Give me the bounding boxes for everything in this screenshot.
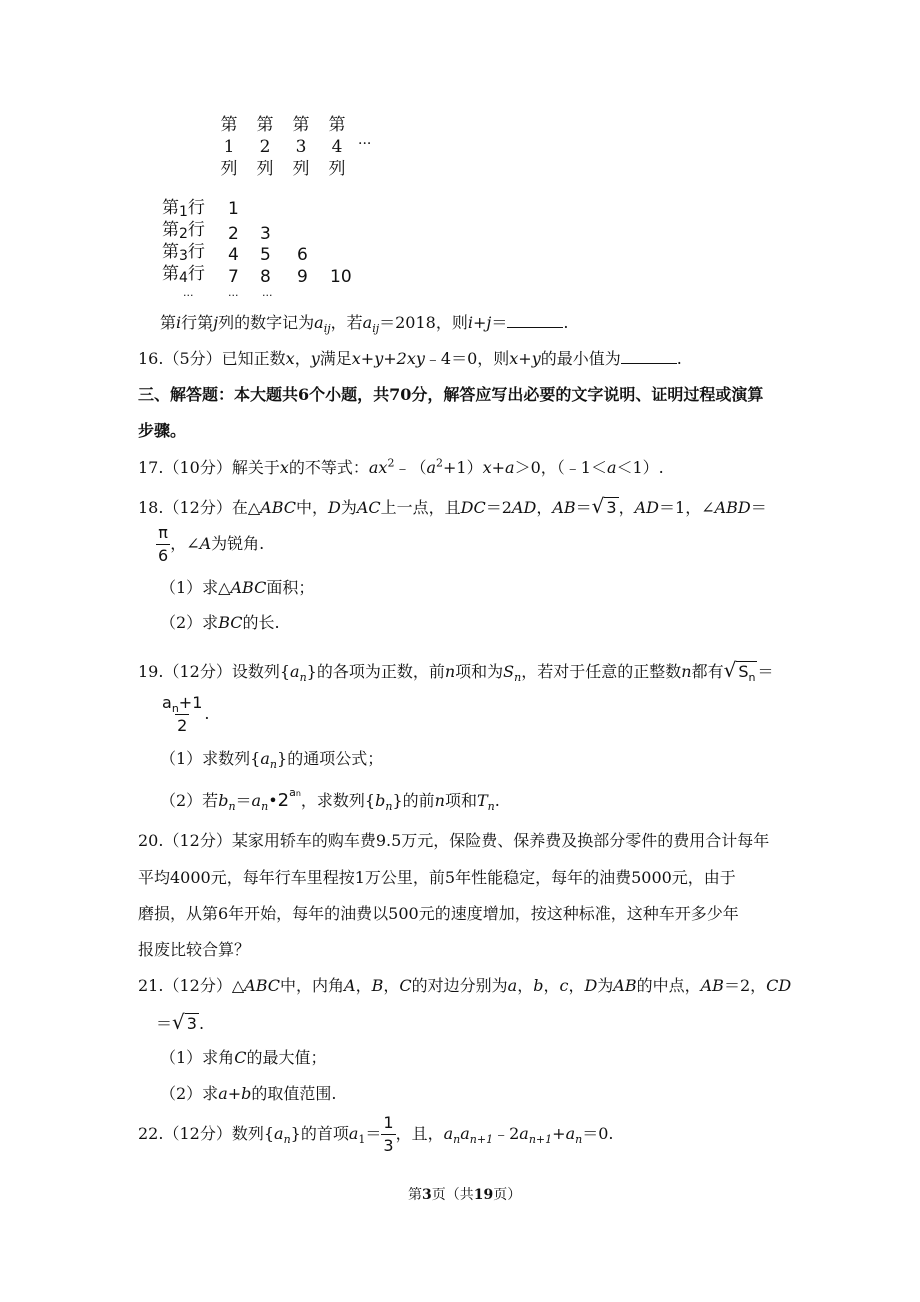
q18-line2 bbox=[156, 525, 264, 564]
fraction-pi-over-6 bbox=[156, 525, 170, 564]
table-cell: 3 bbox=[260, 224, 271, 244]
text: 已知正数 bbox=[221, 349, 286, 368]
table-cell: 5 bbox=[260, 245, 271, 265]
q19-part1 bbox=[160, 749, 384, 772]
row-label-num: 1 bbox=[179, 204, 188, 220]
var-y: y bbox=[310, 349, 320, 368]
text: ﹣2 bbox=[493, 1124, 520, 1143]
question-score: （12分） bbox=[163, 976, 232, 995]
text: 上一点，且 bbox=[380, 498, 461, 517]
expr: AB bbox=[613, 976, 637, 995]
subscript: n bbox=[269, 758, 278, 772]
question-number: 19. bbox=[138, 662, 164, 681]
expr: a+b bbox=[218, 1084, 252, 1103]
expr: AD bbox=[634, 498, 660, 517]
subscript: n bbox=[514, 671, 522, 685]
question-number: 20. bbox=[138, 831, 164, 850]
section-heading-cont: 步骤。 bbox=[138, 421, 187, 440]
table-row bbox=[162, 220, 205, 242]
sqrt-sn bbox=[723, 658, 758, 685]
var-a: a bbox=[460, 1124, 470, 1143]
q18-part2 bbox=[160, 615, 280, 631]
text: （2）求 bbox=[160, 613, 219, 632]
subscript: n bbox=[575, 1133, 583, 1147]
text: ﹣（ bbox=[394, 458, 427, 477]
text: }的前 bbox=[392, 791, 435, 810]
col-label-bottom: 列 bbox=[328, 159, 346, 179]
expr: AD bbox=[511, 498, 537, 517]
subscript: n+1 bbox=[469, 1133, 494, 1147]
var-x: x bbox=[285, 349, 295, 368]
denominator: 2 bbox=[177, 716, 188, 735]
question-score: （12分） bbox=[163, 662, 232, 681]
subscript: n bbox=[487, 800, 495, 814]
subscript: ij bbox=[372, 322, 380, 336]
col-label-top: 第 bbox=[292, 115, 310, 135]
table-cell: 10 bbox=[330, 267, 352, 287]
col-header-2 bbox=[253, 117, 277, 178]
row-label-num: 4 bbox=[179, 270, 188, 286]
text: }的各项为正数，前 bbox=[306, 662, 445, 681]
answer-blank bbox=[507, 326, 563, 328]
text: ， bbox=[294, 349, 311, 368]
col-label-bottom: 列 bbox=[256, 159, 274, 179]
text: . bbox=[204, 704, 210, 723]
table-cell: 7 bbox=[228, 267, 239, 287]
var-a: a bbox=[348, 1124, 359, 1143]
text: 第 bbox=[160, 313, 177, 332]
text: ， bbox=[618, 498, 635, 517]
text: （1）求数列{ bbox=[160, 749, 261, 768]
table-cell: 4 bbox=[228, 245, 239, 265]
text: 在△ bbox=[231, 498, 261, 517]
col-header-3 bbox=[289, 117, 313, 178]
var-a: a bbox=[443, 1124, 454, 1143]
text: 行第 bbox=[181, 313, 214, 332]
section-heading: 三、解答题：本大题共6个小题，共70分，解答应写出必要的文字说明、证明过程或演算 bbox=[138, 385, 764, 404]
text: ＝2018，则 bbox=[379, 313, 468, 332]
text: 为 bbox=[597, 976, 614, 995]
text: 第 bbox=[408, 1187, 422, 1203]
var-a: a bbox=[289, 785, 296, 799]
text: 解关于 bbox=[231, 458, 280, 477]
text: 的长. bbox=[242, 613, 280, 632]
fraction-an-plus-1-over-2 bbox=[160, 695, 204, 734]
text: 某家用轿车的购车费9.5万元，保险费、保养费及换部分零件的费用合计每年 bbox=[231, 831, 770, 850]
question-number: 17. bbox=[138, 458, 164, 477]
text: ＝ bbox=[491, 313, 508, 332]
q18-part1 bbox=[160, 580, 314, 596]
var-t: T bbox=[476, 791, 488, 810]
text: . bbox=[563, 313, 569, 332]
text: 设数列{ bbox=[231, 662, 291, 681]
table-cell: 2 bbox=[228, 224, 239, 244]
col-header-4 bbox=[325, 117, 349, 178]
var-b: b bbox=[218, 791, 229, 810]
text: ， bbox=[536, 498, 553, 517]
q21-line2 bbox=[156, 1012, 204, 1032]
expr: x+y bbox=[509, 349, 541, 368]
text: +1 bbox=[178, 693, 203, 712]
var-a: a bbox=[565, 1124, 576, 1143]
text: . bbox=[676, 349, 682, 368]
subscript: n bbox=[453, 1133, 461, 1147]
text: （2）求 bbox=[160, 1084, 219, 1103]
row-label-suf: 行 bbox=[187, 220, 205, 240]
var-x: x bbox=[279, 458, 289, 477]
expr: ABC bbox=[244, 976, 280, 995]
expr: AB bbox=[700, 976, 724, 995]
text: . bbox=[198, 1014, 205, 1033]
var-a: a bbox=[314, 313, 324, 332]
q19 bbox=[138, 658, 774, 685]
table-row bbox=[162, 242, 205, 264]
table-cell: 6 bbox=[297, 245, 308, 265]
text: 的最大值； bbox=[246, 1048, 327, 1067]
expr: BC bbox=[218, 613, 243, 632]
text: . bbox=[494, 791, 500, 810]
var-b: B bbox=[371, 976, 384, 995]
table-cell: 9 bbox=[297, 267, 308, 287]
col-label-num: 2 bbox=[259, 137, 271, 157]
var-c: C bbox=[399, 976, 412, 995]
text: 为锐角. bbox=[211, 534, 265, 553]
row-label-pre: 第 bbox=[162, 220, 179, 240]
text: 页（共 bbox=[431, 1187, 474, 1203]
text: 列的数字记为 bbox=[218, 313, 315, 332]
var-a: a bbox=[426, 458, 437, 477]
expr: DC bbox=[460, 498, 486, 517]
subscript: n bbox=[385, 800, 393, 814]
col-label-bottom: 列 bbox=[220, 159, 238, 179]
col-label-num: 4 bbox=[331, 137, 343, 157]
text: ，∠ bbox=[170, 534, 200, 553]
question-number: 16. bbox=[138, 349, 164, 368]
var-a: A bbox=[344, 976, 356, 995]
text: + bbox=[552, 1124, 566, 1143]
text: ＝1，∠ bbox=[659, 498, 715, 517]
subscript: ij bbox=[323, 322, 331, 336]
text: ， bbox=[517, 976, 534, 995]
text: 的对边分别为 bbox=[411, 976, 508, 995]
expr: ABC bbox=[260, 498, 296, 517]
radicand: 3 bbox=[186, 1014, 197, 1033]
text: 面积； bbox=[266, 578, 315, 597]
subscript: n bbox=[748, 671, 756, 685]
page-number: 3 bbox=[422, 1187, 432, 1203]
var-j: j bbox=[213, 313, 219, 332]
q19-part2 bbox=[160, 785, 500, 814]
q20-line3: 磨损，从第6年开始，每年的油费以500元的速度增加，按这种标准，这种车开多少年 bbox=[138, 904, 739, 923]
text: ＝ bbox=[757, 662, 774, 681]
radicand: 3 bbox=[606, 498, 617, 517]
text: ， bbox=[355, 976, 372, 995]
numerator: π bbox=[158, 523, 168, 542]
var-a: a bbox=[606, 458, 617, 477]
row-more-ellipsis: ··· bbox=[183, 289, 194, 302]
row-label-suf: 行 bbox=[187, 198, 205, 218]
text: 项和 bbox=[444, 791, 477, 810]
text: 中， bbox=[296, 498, 329, 517]
question-score: （10分） bbox=[163, 458, 232, 477]
page-total: 19 bbox=[473, 1187, 494, 1203]
text: ＝ bbox=[235, 791, 252, 810]
text: 中，内角 bbox=[280, 976, 345, 995]
row-label-num: 2 bbox=[179, 226, 188, 242]
radical-sign: √ bbox=[723, 658, 737, 682]
var-c: C bbox=[234, 1048, 247, 1067]
var-b: b bbox=[375, 791, 386, 810]
expr: i+j bbox=[467, 313, 492, 332]
superscript: 2 bbox=[436, 456, 444, 470]
q19-fraction-line bbox=[160, 695, 209, 734]
text: ＝ bbox=[750, 498, 767, 517]
row-more-ellipsis: ··· bbox=[262, 289, 273, 302]
var-n: n bbox=[681, 662, 692, 681]
q21-part2 bbox=[160, 1086, 336, 1102]
table-row bbox=[162, 198, 205, 220]
col-label-top: 第 bbox=[220, 115, 238, 135]
text: ＝2， bbox=[723, 976, 767, 995]
question-score: （12分） bbox=[163, 1124, 232, 1143]
var-c: c bbox=[559, 976, 569, 995]
text: 页） bbox=[493, 1187, 522, 1203]
question-number: 22. bbox=[138, 1124, 164, 1143]
numerator: 1 bbox=[383, 1113, 394, 1132]
text: +1） bbox=[443, 458, 483, 477]
q20 bbox=[138, 833, 769, 849]
var-n: n bbox=[444, 662, 456, 681]
var-d: D bbox=[584, 976, 598, 995]
radical-sign: √ bbox=[591, 494, 605, 518]
subscript: n bbox=[295, 788, 301, 798]
q15-text bbox=[160, 313, 569, 336]
question-number: 18. bbox=[138, 498, 164, 517]
text: ，若对于任意的正整数 bbox=[521, 662, 682, 681]
var-a: a bbox=[260, 749, 270, 768]
text: 满足 bbox=[319, 349, 352, 368]
col-label-num: 1 bbox=[223, 137, 235, 157]
denominator: 6 bbox=[158, 546, 169, 565]
question-score: （5分） bbox=[163, 349, 222, 368]
row-label-suf: 行 bbox=[187, 242, 205, 262]
row-label-num: 3 bbox=[179, 248, 188, 264]
text: ＝ bbox=[365, 1124, 382, 1143]
text: 数列{ bbox=[231, 1124, 275, 1143]
row-label-suf: 行 bbox=[187, 264, 205, 284]
superscript bbox=[289, 786, 301, 799]
text: ﹣4＝0，则 bbox=[424, 349, 510, 368]
text: △ bbox=[231, 976, 245, 995]
sqrt-3 bbox=[592, 496, 619, 516]
var-a: a bbox=[519, 1124, 529, 1143]
q21 bbox=[138, 978, 791, 994]
sqrt-3 bbox=[172, 1012, 199, 1032]
text: 的不等式： bbox=[288, 458, 369, 477]
text: 的中点， bbox=[636, 976, 701, 995]
expr: AC bbox=[356, 498, 381, 517]
q17 bbox=[138, 456, 664, 477]
text: }的通项公式； bbox=[277, 749, 384, 768]
radicand bbox=[736, 661, 757, 685]
q22 bbox=[138, 1115, 613, 1154]
var-a: a bbox=[507, 976, 518, 995]
text: 项和为 bbox=[455, 662, 504, 681]
row-label-pre: 第 bbox=[162, 264, 179, 284]
var-a: a bbox=[290, 662, 300, 681]
text: 都有 bbox=[691, 662, 724, 681]
numerator bbox=[160, 695, 204, 714]
question-number: 21. bbox=[138, 976, 164, 995]
text: 为 bbox=[340, 498, 357, 517]
text: ＝2 bbox=[485, 498, 512, 517]
text: （1）求角 bbox=[160, 1048, 235, 1067]
text: ， bbox=[543, 976, 560, 995]
var-s: S bbox=[503, 662, 515, 681]
text: 的最小值为 bbox=[540, 349, 621, 368]
table-row bbox=[162, 264, 205, 286]
expr: ABD bbox=[714, 498, 751, 517]
q16 bbox=[138, 351, 682, 367]
table-cell: 1 bbox=[228, 199, 239, 219]
text: • bbox=[268, 791, 278, 810]
q20-line2: 平均4000元，每年行车里程按1万公里，前5年性能稳定，每年的油费5000元，由于 bbox=[138, 868, 736, 887]
denominator: 3 bbox=[383, 1136, 394, 1155]
subscript: n bbox=[283, 1133, 291, 1147]
expr: x+y+2xy bbox=[351, 349, 425, 368]
text: ，且， bbox=[395, 1124, 444, 1143]
subscript: n bbox=[228, 800, 236, 814]
expr: D bbox=[328, 498, 341, 517]
subscript: n bbox=[299, 671, 307, 685]
fraction-one-third bbox=[381, 1115, 395, 1154]
question-score: （12分） bbox=[163, 498, 232, 517]
text: ＝ bbox=[156, 1014, 173, 1033]
answer-blank bbox=[621, 362, 677, 364]
row-label-pre: 第 bbox=[162, 242, 179, 262]
q21-part1 bbox=[160, 1050, 326, 1066]
var-a: a bbox=[362, 313, 373, 332]
q20-line4: 报废比较合算？ bbox=[138, 940, 251, 959]
base-2: 2 bbox=[277, 790, 290, 811]
row-label-pre: 第 bbox=[162, 198, 179, 218]
text: ， bbox=[568, 976, 585, 995]
page-footer bbox=[408, 1188, 521, 1202]
col-label-bottom: 列 bbox=[292, 159, 310, 179]
question-score: （12分） bbox=[163, 831, 232, 850]
expr: ax bbox=[368, 458, 388, 477]
text: ＝ bbox=[575, 498, 592, 517]
expr: AB bbox=[552, 498, 576, 517]
q18 bbox=[138, 496, 767, 516]
expr: CD bbox=[766, 976, 792, 995]
text: ，求数列{ bbox=[300, 791, 376, 810]
col-header-1 bbox=[217, 117, 241, 178]
subscript: 1 bbox=[358, 1133, 366, 1147]
col-label-top: 第 bbox=[328, 115, 346, 135]
superscript: 2 bbox=[387, 456, 395, 470]
text: （1）求△ bbox=[160, 578, 231, 597]
var-n: n bbox=[434, 791, 445, 810]
radical-sign: √ bbox=[172, 1010, 185, 1034]
text: ， bbox=[383, 976, 400, 995]
var-b: b bbox=[533, 976, 544, 995]
col-label-num: 3 bbox=[295, 137, 307, 157]
text: ＞0，（﹣1＜ bbox=[514, 458, 607, 477]
var-a: a bbox=[162, 693, 172, 712]
col-more-ellipsis: ··· bbox=[358, 136, 372, 152]
var-i: i bbox=[176, 313, 182, 332]
row-more-ellipsis: ··· bbox=[228, 289, 239, 302]
col-label-top: 第 bbox=[256, 115, 274, 135]
text: ＝0. bbox=[582, 1124, 614, 1143]
var-a: A bbox=[199, 534, 212, 553]
subscript: n+1 bbox=[528, 1133, 553, 1147]
expr: x+a bbox=[482, 458, 515, 477]
var-a: a bbox=[251, 791, 262, 810]
subscript: n bbox=[261, 800, 269, 814]
var-s: S bbox=[738, 662, 749, 681]
var-a: a bbox=[274, 1124, 284, 1143]
expr: ABC bbox=[230, 578, 267, 597]
subscript: n bbox=[171, 702, 179, 716]
text: 的取值范围. bbox=[251, 1084, 337, 1103]
text: }的首项 bbox=[290, 1124, 349, 1143]
text: ＜1）. bbox=[616, 458, 664, 477]
text: ，若 bbox=[330, 313, 363, 332]
text: （2）若 bbox=[160, 791, 219, 810]
table-cell: 8 bbox=[260, 267, 271, 287]
